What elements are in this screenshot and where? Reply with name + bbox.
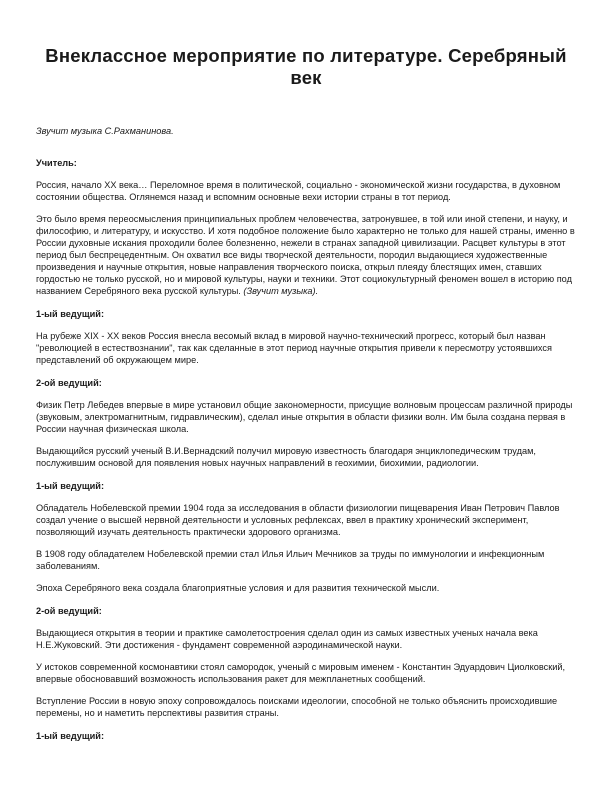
paragraph: В 1908 году обладателем Нобелевской премии стал Илья Ильич Мечников за труды по иммунологии и инфекционным заболеваниям.: [36, 549, 545, 571]
speaker-label: 2-ой ведущий:: [36, 606, 102, 616]
paragraph: Вступление России в новую эпоху сопровождалось поисками идеологии, способной не только объяснить происходившие перемены, но и наметить перспективы развития страны.: [36, 696, 558, 718]
speaker-label: 1-ый ведущий:: [36, 309, 105, 319]
paragraph: Обладатель Нобелевской премии 1904 года за исследования в области физиологии пищеварения Иван Петрович Павлов создал учение о высшей нервной деятельности и условных рефлексах, ввел в практику хронический эксперимент, позволяющий изучать деятельность практически здорового организма.: [36, 503, 560, 537]
speaker-label: 1-ый ведущий:: [36, 481, 105, 491]
document-title: Внеклассное мероприятие по литературе. Серебряный век: [45, 45, 567, 88]
stage-direction-inline: (Звучит музыка).: [243, 286, 319, 296]
paragraph: [36, 213, 576, 297]
paragraph: На рубеже XIX - XX веков Россия внесла весомый вклад в мировой научно-технический прогресс, который был назван "революцией в естествознании", так как сделанные в этот период научные открытия привели к пересмотру устоявшихся представлений об окружающем мире.: [36, 331, 552, 365]
paragraph: Физик Петр Лебедев впервые в мире установил общие закономерности, присущие волновым процессам различной природы (звуковым, электромагнитным, гидравлическим), сделал иные открытия в области физики волн. Им была создана первая в России научная физическая школа.: [36, 400, 573, 434]
paragraph: Эпоха Серебряного века создала благоприятные условия и для развития технической мысли.: [36, 583, 440, 593]
paragraph: Выдающиеся открытия в теории и практике самолетостроения сделал один из самых известных ученых начала века Н.Е.Жуковский. Эти достижения - фундамент современной аэродинамической науки.: [36, 628, 538, 650]
paragraph: Россия, начало XX века… Переломное время в политической, социально - экономической жизни государства, в духовном состоянии общества. Оглянемся назад и вспомним основные вехи истории страны в тот период.: [36, 180, 561, 202]
paragraph: Выдающийся русский ученый В.И.Вернадский получил мировую известность благодаря энциклопедическим трудам, послужившим основой для появления новых научных направлений в геохимии, биохимии, радиологии.: [36, 446, 536, 468]
speaker-label: Учитель:: [36, 158, 77, 168]
paragraph-text: Это было время переосмысления принципиальных проблем человечества, затронувшее, в той или иной степени, и науку, и философию, и литературу, и искусство. И хотя подобное положение было характерно не только для нашей страны, именно в России духовные искания проходили более болезненно, нежели в странах западной цивилизации. Расцвет культуры в этот период был беспрецедентным. Он охватил все виды творческой деятельности, породил выдающиеся художественные произведения и научные открытия, новые направления творческого поиска, открыл плеяду блестящих имен, ставших гордостью не только русской, но и мировой культуры, науки и техники. Этот социокультурный феномен вошел в историю под названием Серебряного века русской культуры.: [36, 214, 575, 296]
stage-direction: Звучит музыка С.Рахманинова.: [36, 126, 174, 136]
paragraph: У истоков современной космонавтики стоял самородок, ученый с мировым именем - Константин Эдуардович Циолковский, впервые обосновавший возможность использования ракет для межпланетных сообщений.: [36, 662, 566, 684]
speaker-label: 2-ой ведущий:: [36, 378, 102, 388]
speaker-label: 1-ый ведущий:: [36, 731, 105, 741]
